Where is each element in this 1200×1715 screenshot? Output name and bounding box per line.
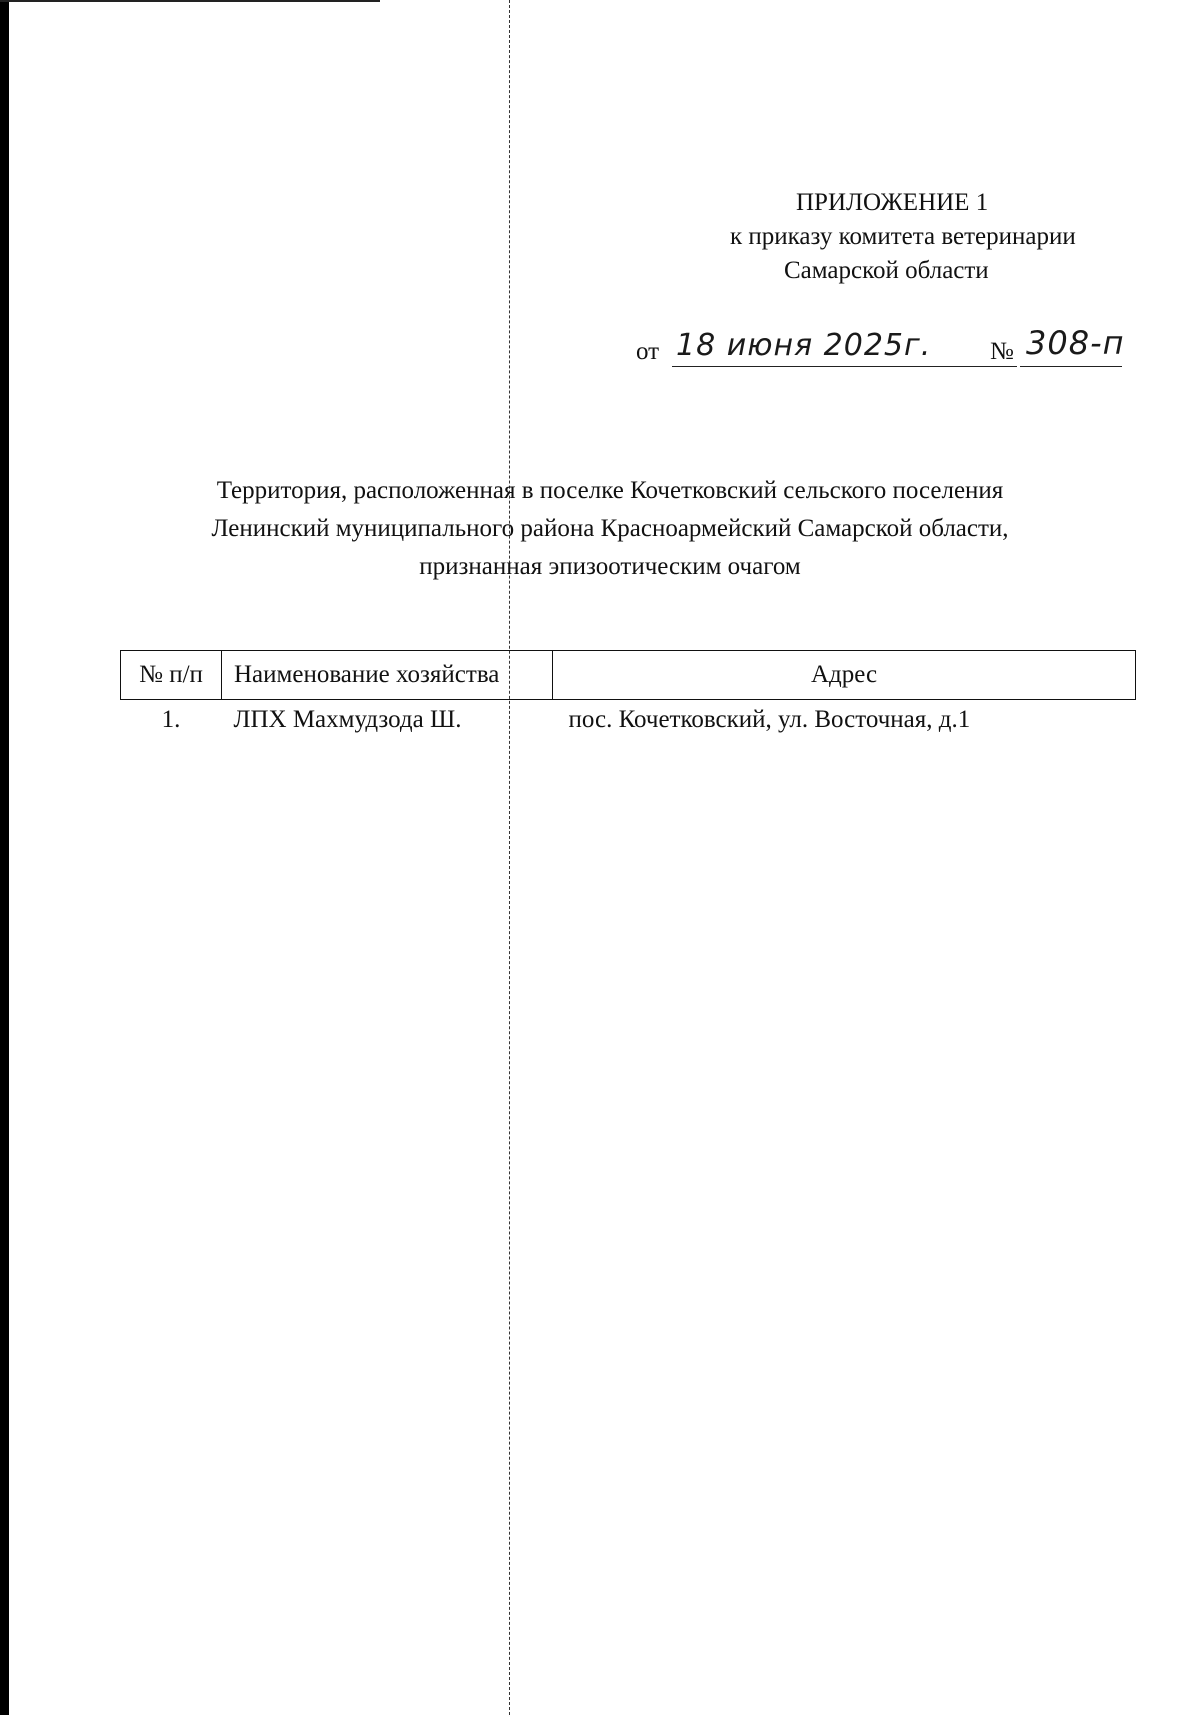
document-title xyxy=(120,472,1100,586)
cell-farm-name: ЛПХ Махмудзода Ш. xyxy=(233,706,462,733)
cell-address: пос. Кочетковский, ул. Восточная, д.1 xyxy=(568,706,971,733)
title-line-1: Территория, расположенная в поселке Кочетковский сельского поселения xyxy=(216,477,1004,504)
appendix-region: Самарской области xyxy=(784,257,989,284)
order-prefix: от xyxy=(636,338,660,365)
date-underline xyxy=(672,366,1017,367)
table-row xyxy=(121,700,1136,749)
number-underline xyxy=(1020,366,1122,367)
appendix-header xyxy=(700,186,1170,288)
header-farm-name: Наименование хозяйства xyxy=(222,651,553,700)
handwritten-number: 308-п xyxy=(1026,324,1125,362)
scan-edge xyxy=(0,0,9,1715)
page-fold-line xyxy=(509,0,510,1715)
header-address: Адрес xyxy=(553,651,1136,700)
appendix-title: ПРИЛОЖЕНИЕ 1 xyxy=(796,189,989,216)
number-sign: № xyxy=(990,338,1014,365)
cell-number: 1. xyxy=(161,706,181,733)
title-line-3: признанная эпизоотическим очагом xyxy=(419,553,801,580)
scan-top-line xyxy=(0,0,380,2)
table-header-row xyxy=(121,651,1136,700)
handwritten-date: 18 июня 2025г. xyxy=(676,328,932,363)
title-line-2: Ленинский муниципального района Красноармейский Самарской области, xyxy=(211,515,1009,542)
farms-table xyxy=(120,650,1136,748)
order-line xyxy=(636,324,1156,380)
appendix-reference: к приказу комитета ветеринарии xyxy=(730,223,1076,250)
header-number: № п/п xyxy=(121,651,222,700)
